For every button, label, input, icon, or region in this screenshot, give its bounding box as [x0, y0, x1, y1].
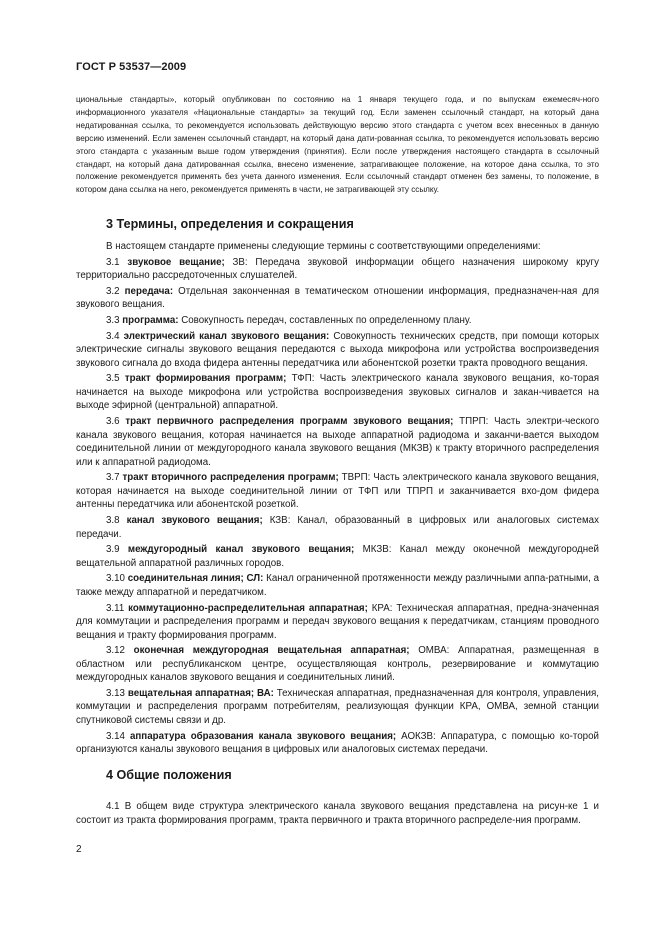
term-name: канал звукового вещания; [126, 515, 263, 526]
term-list [76, 256, 599, 757]
term-number: 3.7 [106, 472, 120, 484]
term-definition [76, 285, 599, 312]
term-definition [76, 730, 599, 757]
term-text: ТФП: Часть электрического канала звукового вещания, ко-торая начинается на выходе микрофона или устройства воспроизведения звуковых сигналов и закан-чивается на выходе эфирной (центральной) аппаратной. [76, 373, 599, 412]
term-definition [76, 543, 599, 570]
term-name: звуковое вещание; [127, 256, 225, 268]
term-name: тракт вторичного распределения программ; [122, 472, 339, 484]
term-name: программа: [122, 315, 179, 327]
term-text: ЗВ: Передача звуковой информации общего назначения широкому кругу территориально рассредоточенных слушателей. [76, 256, 599, 282]
term-text: Техническая аппаратная, предназначенная для контроля, управления, коммутации и распределения программ потребителям, реализующая функции КРА, ОМВА, земной станции спутниковой системы связи и др. [76, 687, 599, 726]
term-definition [76, 644, 599, 685]
term-text: КРА: Техническая аппаратная, предна-значенная для коммутации и распределения программ и передач звукового вещания к передатчикам, станциям проводного вещания и тракту формирования программ. [76, 602, 599, 641]
term-definition [76, 572, 599, 599]
term-number: 3.12 [106, 645, 125, 657]
term-definition [76, 330, 599, 371]
term-name: тракт формирования программ; [124, 373, 287, 385]
document-header: ГОСТ Р 53537—2009 [76, 61, 187, 73]
term-definition [76, 471, 599, 512]
term-text: АОКЗВ: Аппаратура, с помощью ко-торой организуются каналы звукового вещания в цифровых или аналоговых системах передачи. [76, 730, 599, 756]
section-4-heading: 4 Общие положения [106, 768, 232, 782]
term-number: 3.14 [106, 730, 125, 742]
term-number: 3.9 [106, 544, 120, 556]
term-definition [76, 256, 599, 283]
term-name: междугородный канал звукового вещания; [127, 544, 355, 556]
term-text: ТВРП: Часть электрического канала звукового вещания, которая начинается на выходе соединительной линии от ТФП или ТПРП и заканчивается вхо-дом фидера антенны передатчика или абонентской розеткой. [76, 472, 599, 511]
intro-paragraph: циональные стандарты», который опубликован по состоянию на 1 января текущего года, и по выпускам ежемесяч-ного информационного указателя «Национальные стандарты» за текущий год. Если заменен ссылочный стандарт, на который дана недатированная ссылка, то рекомендуется использовать действующую версию этого стандарта с учетом всех внесенных в данную версию изменений. Если заменен ссылочный стандарт, на который дана дати-рованная ссылка, то рекомендуется использовать версию этого стандарта с указанным выше годом утверждения (принятия). Если после утверждения настоящего стандарта в ссылочный стандарт, на который дана датированная ссылка, внесено изменение, затрагивающее положение, на которое дана ссылка, то это положение рекомендуется применять без учета данного изменения. Если ссылочный стандарт отменен без замены, то положение, в котором дана ссылка на него, рекомендуется применять в части, не затрагивающей эту ссылку. [76, 95, 599, 195]
term-definition [76, 602, 599, 643]
section-4-body [76, 800, 599, 829]
term-definition [76, 514, 599, 541]
page-number: 2 [76, 844, 82, 855]
term-number: 3.13 [106, 687, 125, 699]
term-text: МКЗВ: Канал между оконечной междугородней вещательной аппаратной различных городов. [76, 544, 599, 569]
term-name: электрический канал звукового вещания: [123, 330, 330, 342]
term-definition [76, 314, 599, 328]
term-name: оконечная междугородная вещательная аппаратная; [133, 645, 410, 657]
term-name: тракт первичного распределения программ звукового вещания; [125, 416, 454, 428]
term-number: 3.2 [106, 285, 120, 297]
term-text: Совокупность технических средств, при помощи которых электрические сигналы звукового вещания передаются с выхода микрофона или устройства воспроизведения звукового сигнала до входа фидера антенны передатчика или абонентской розетки тракта проводного вещания. [76, 330, 599, 369]
term-name: коммутационно-распределительная аппаратная; [128, 602, 368, 614]
term-name: аппаратура образования канала звукового вещания; [130, 730, 397, 742]
term-text: ТПРП: Часть электри-ческого канала звукового вещания, которая начинается на выходе аппаратной радиодома и заканчи-вается выходом соединительной линии от междугородного канала звукового вещания (МКЗВ) к тракту вторичного распределения или к аппаратной радиодома. [76, 416, 600, 468]
section-3-body [76, 240, 599, 759]
term-number: 3.8 [106, 515, 120, 526]
term-number: 3.10 [106, 573, 125, 585]
term-definition [76, 687, 599, 728]
term-name: вещательная аппаратная; ВА: [127, 687, 274, 699]
term-text: КЗВ: Канал, образованный в цифровых или аналоговых системах передачи. [76, 515, 599, 540]
term-definition [76, 415, 599, 469]
term-text: Отдельная законченная в тематическом отношении информация, предназначен-ная для звукового вещания. [76, 285, 599, 311]
term-number: 3.4 [106, 330, 120, 342]
term-number: 3.11 [106, 602, 125, 614]
section-3-lead: В настоящем стандарте применены следующие термины с соответствующими определениями: [106, 241, 541, 252]
term-number: 3.6 [106, 416, 120, 428]
term-text: ОМВА: Аппаратная, размещенная в областном или республиканском центре, осуществляющая контроль, резервирование и коммутацию междугородных каналов звукового вещания и соединительных линий. [76, 645, 599, 684]
term-text: Канал ограниченной протяженности между различными аппа-ратными, а также между аппаратной и передатчиком. [76, 573, 600, 598]
section-3-heading: 3 Термины, определения и сокращения [106, 217, 354, 231]
term-definition [76, 372, 599, 413]
term-text: Совокупность передач, составленных по определенному плану. [178, 315, 472, 327]
section-4-paragraph: 4.1 В общем виде структура электрического канала звукового вещания представлена на рисун-ке 1 и состоит из тракта формирования программ, тракта первичного и тракта вторичного распределе-ния программ. [76, 801, 599, 826]
term-name: передача: [124, 285, 174, 297]
term-number: 3.5 [106, 373, 120, 385]
term-number: 3.3 [106, 315, 120, 327]
term-number: 3.1 [106, 256, 120, 268]
term-name: соединительная линия; СЛ: [127, 573, 264, 585]
